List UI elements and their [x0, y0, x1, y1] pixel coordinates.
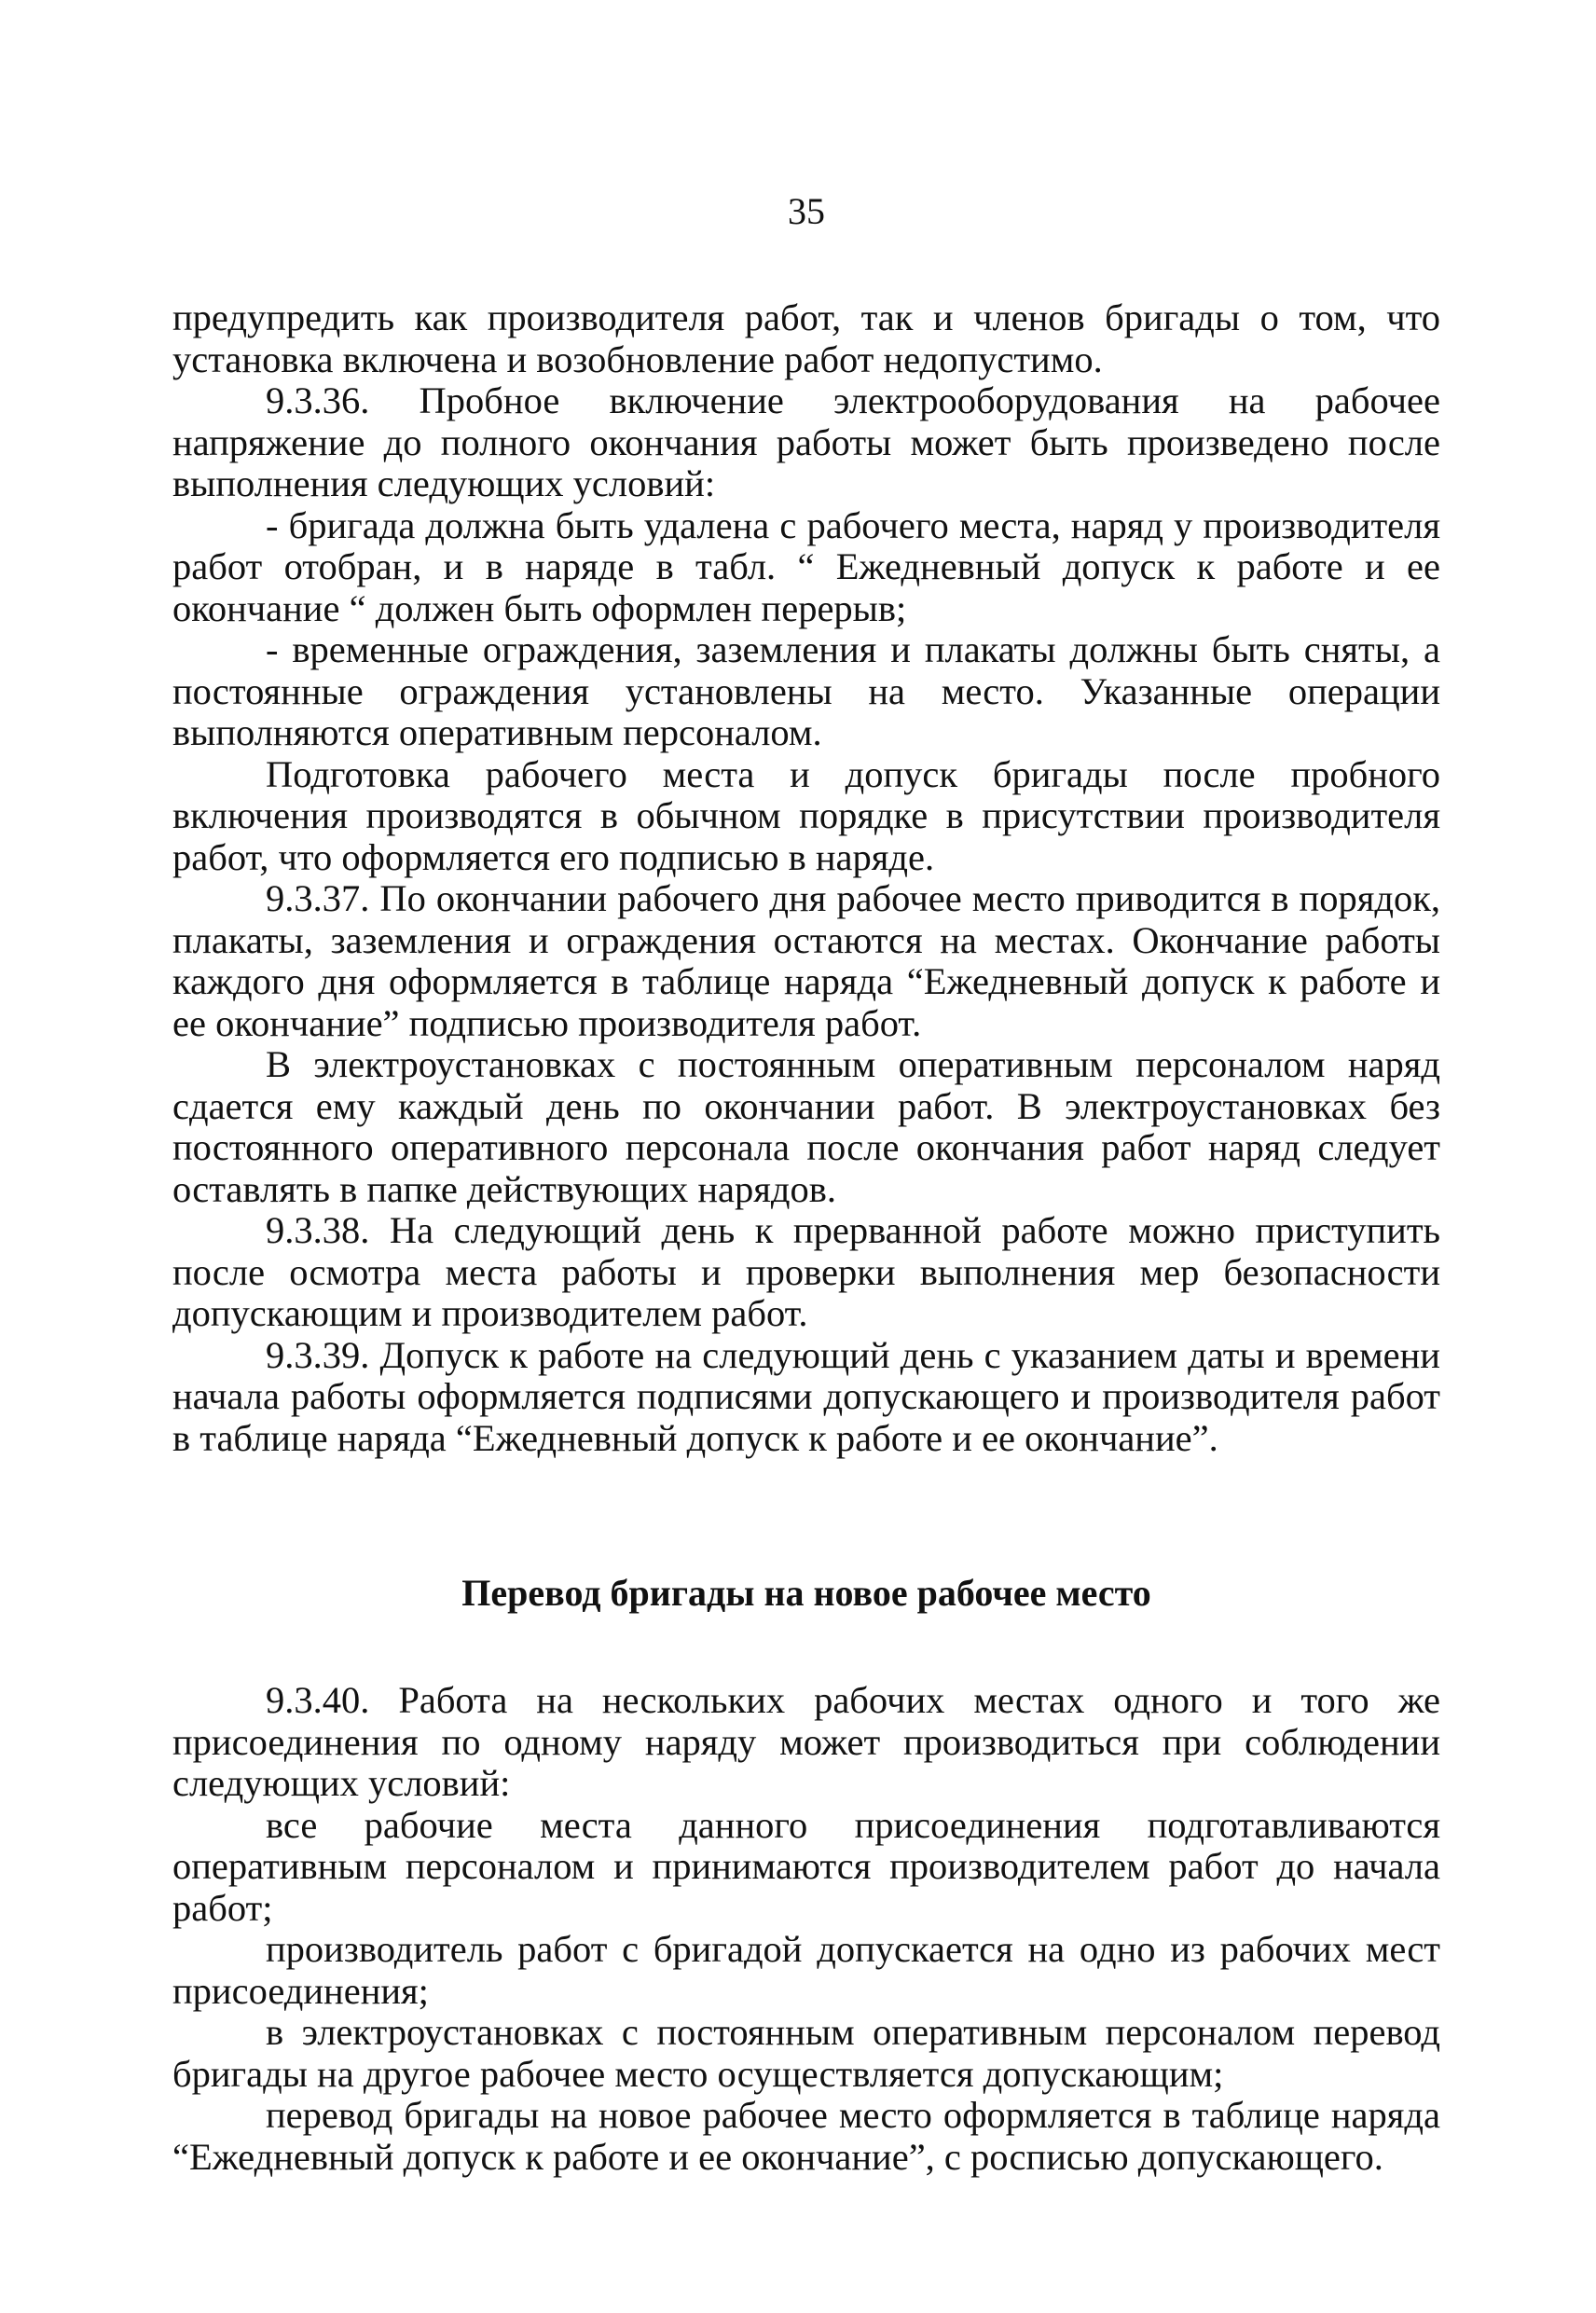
paragraph: 9.3.36. Пробное включение электрооборудования на рабочее напряжение до полного окончания работы может быть произведено после выполнения следующих условий:	[172, 379, 1440, 504]
paragraph: Подготовка рабочего места и допуск бригады после пробного включения производятся в обычном порядке в присутствии производителя работ, что оформляется его подписью в наряде.	[172, 752, 1440, 878]
paragraph: 9.3.38. На следующий день к прерванной работе можно приступить после осмотра места работы и проверки выполнения мер безопасности допускающим и производителем работ.	[172, 1209, 1440, 1334]
paragraph: все рабочие места данного присоединения подготавливаются оперативным персоналом и принимаются производителем работ до начала работ;	[172, 1803, 1440, 1929]
paragraph: в электроустановках с постоянным оперативным персоналом перевод бригады на другое рабочее место осуществляется допускающим;	[172, 2011, 1440, 2095]
paragraph: В электроустановках с постоянным оперативным персоналом наряд сдается ему каждый день по окончании работ. В электроустановках без постоянного оперативного персонала после окончания работ наряд следует оставлять в папке действующих нарядов.	[172, 1043, 1440, 1210]
document-page	[172, 191, 1440, 2178]
paragraph: 9.3.40. Работа на нескольких рабочих местах одного и того же присоединения по одному наряду может производиться при соблюдении следующих условий:	[172, 1679, 1440, 1804]
paragraph: - временные ограждения, заземления и плакаты должны быть сняты, а постоянные ограждения установлены на место. Указанные операции выполняются оперативным персоналом.	[172, 628, 1440, 753]
paragraph: предупредить как производителя работ, так и членов бригады о том, что установка включена и возобновление работ недопустимо.	[172, 296, 1440, 380]
page-number: 35	[788, 190, 825, 232]
section-heading: Перевод бригады на новое рабочее место	[461, 1572, 1151, 1614]
body-text-top	[172, 297, 1440, 1459]
paragraph: перевод бригады на новое рабочее место оформляется в таблице наряда “Ежедневный допуск к работе и ее окончание”, с росписью допускающего.	[172, 2094, 1440, 2178]
paragraph: 9.3.37. По окончании рабочего дня рабочее место приводится в порядок, плакаты, заземления и ограждения остаются на местах. Окончание работы каждого дня оформляется в таблице наряда “Ежедневный допуск к работе и ее окончание” подписью производителя работ.	[172, 877, 1440, 1044]
paragraph: - бригада должна быть удалена с рабочего места, наряд у производителя работ отобран, и в наряде в табл. “ Ежедневный допуск к работе и ее окончание “ должен быть оформлен перерыв;	[172, 503, 1440, 629]
paragraph: производитель работ с бригадой допускается на одно из рабочих мест присоединения;	[172, 1928, 1440, 2012]
body-text-bottom	[172, 1680, 1440, 2178]
paragraph: 9.3.39. Допуск к работе на следующий день с указанием даты и времени начала работы оформляется подписями допускающего и производителя работ в таблице наряда “Ежедневный допуск к работе и ее окончание”.	[172, 1333, 1440, 1459]
